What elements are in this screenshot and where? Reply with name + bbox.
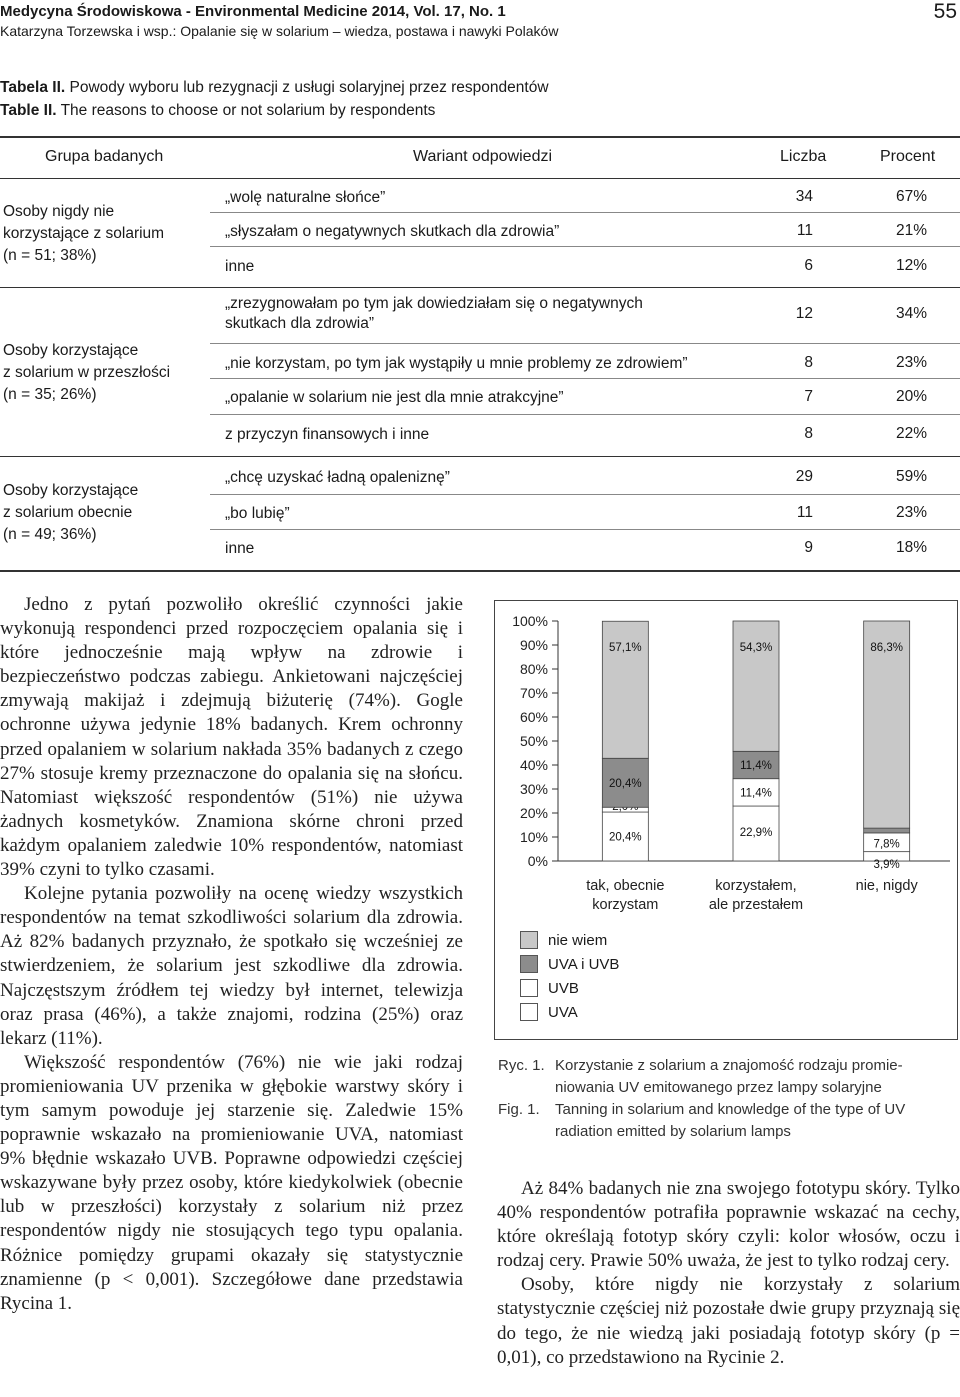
percent-cell: 12% (895, 257, 927, 274)
paragraph: Kolejne pytania pozwoliły na ocenę wiedzy wszystkich respondentów na temat szkodliwości solarium dla zdrowia. Aż 82% badanych przyznało, że spotkało się wcześniej ze stwierdzeniem, że solarium jest szkodliwe dla zdrowia. Najczęstszym źródłem tej wiedzy był internet, telewizja oraz prasa (46%), a także znajomi, rodzina (25%) oraz lekarz (11%). (0, 883, 463, 1049)
answer-cell: „chcę uzyskać ładną opaleniznę” (225, 469, 450, 486)
group-label-current: Osoby korzystające z solarium obecnie (n = 49; 36%) (3, 482, 139, 543)
bar-value-label: 11,4% (740, 787, 772, 800)
percent-cell: 34% (895, 305, 927, 322)
paragraph: Aż 84% badanych nie zna swojego fototypu skóry. Tylko 40% respondentów potrafiła poprawnie wskazać na cechy, które określają fototyp skóry czyli: kolor włosów, oczu i rodzaj cery. Prawie 50% uważa, że jest to tylko rodzaj cery. (497, 1178, 960, 1272)
legend-swatch (520, 955, 538, 973)
answer-cell: z przyczyn finansowych i inne (225, 426, 430, 443)
percent-cell: 59% (895, 468, 927, 485)
running-head: Katarzyna Torzewska i wsp.: Opalanie się w solarium – wiedza, postawa i nawyki Polaków (0, 23, 559, 39)
row-rule (210, 212, 960, 213)
y-tick-label: 50% (519, 733, 548, 749)
percent-cell: 23% (895, 354, 927, 371)
journal-title: Medycyna Środowiskowa - Environmental Medicine 2014, Vol. 17, No. 1 (0, 3, 506, 20)
legend-label: UVB (548, 979, 579, 997)
legend-swatch (520, 1003, 538, 1021)
y-tick-label: 80% (519, 661, 548, 677)
percent-cell: 18% (895, 539, 927, 556)
chart-legend (520, 928, 619, 1024)
legend-label: nie wiem (548, 931, 608, 949)
bar-value-label: 3,9% (873, 859, 900, 871)
count-cell: 9 (804, 539, 813, 556)
bar-segment (733, 621, 779, 751)
answer-cell: „nie korzystam, po tym jak wystąpiły u mnie problemy ze zdrowiem” (225, 355, 688, 372)
group-rule (0, 456, 960, 457)
right-column-text (497, 1177, 960, 1370)
y-tick-label: 70% (519, 685, 548, 701)
count-cell: 29 (795, 468, 813, 485)
left-column-text (0, 593, 463, 1316)
th-percent: Procent (880, 148, 936, 165)
th-answer: Wariant odpowiedzi (413, 148, 553, 165)
y-tick-label: 60% (519, 709, 548, 725)
count-cell: 6 (804, 257, 813, 274)
y-tick-label: 10% (519, 829, 548, 845)
count-cell: 11 (796, 504, 813, 521)
answer-cell: „opalanie w solarium nie jest dla mnie atrakcyjne” (225, 389, 564, 406)
percent-cell: 20% (895, 388, 927, 405)
answer-cell: inne (225, 258, 255, 275)
x-category-label: tak, obecnie (586, 878, 665, 894)
answer-cell: „słyszałam o negatywnych skutkach dla zdrowia” (225, 223, 560, 240)
count-cell: 7 (804, 388, 813, 405)
table-header-rule (0, 178, 960, 179)
bar-value-label: 20,4% (609, 831, 642, 844)
y-tick-label: 90% (519, 637, 548, 653)
percent-cell: 67% (895, 188, 927, 205)
table-caption-pl: Tabela II. Powody wyboru lub rezygnacji z usługi solaryjnej przez respondentów (0, 79, 549, 96)
th-count: Liczba (780, 148, 827, 165)
x-category-label: korzystam (592, 897, 659, 913)
x-category-label: ale przestałem (708, 897, 804, 913)
count-cell: 34 (795, 188, 813, 205)
paragraph: Większość respondentów (76%) nie wie jaki rodzaj promieniowania UV przenika w głębokie warstwy skóry i tym samym powoduje jej starzenie się. Zaledwie 15% poprawnie wskazało na promieniowanie UVA, natomiast 9% błędnie wskazało UVB. Poprawne odpowiedzi częściej wskazywane były przez osoby, które kiedykolwiek (obecnie lub w przeszłości) korzystały z solarium niż przez respondentów nigdy nie stosujących tego typu opalania. Różnice pomiędzy grupami okazały się statystycznie znamienne (p < 0,001). Szczegółowe dane przedstawia Rycina 1. (0, 1051, 463, 1314)
table-caption-en: Table II. The reasons to choose or not solarium by respondents (0, 102, 436, 119)
percent-cell: 23% (895, 504, 927, 521)
page-number: 55 (933, 0, 957, 23)
y-tick-label: 30% (519, 781, 548, 797)
group-label-past: Osoby korzystające z solarium w przeszłości (n = 35; 26%) (3, 342, 171, 403)
figure-caption: Ryc. 1. Korzystanie z solarium a znajomość rodzaju promie- niowania UV emitowanego przez lampy solaryjne Fig. 1. Tanning in solarium and knowledge of the type of UV radiation emitted by solarium lamps (498, 1057, 906, 1140)
x-category-label: korzystałem, (715, 878, 797, 894)
bar-value-label: 11,4% (740, 760, 772, 772)
group-label-never: Osoby nigdy nie korzystające z solarium (n = 51; 38%) (3, 203, 165, 264)
percent-cell: 21% (895, 222, 927, 239)
paragraph: Jedno z pytań pozwoliło określić czynności jakie wykonują respondenci przed rozpoczęciem opalania się i które jednocześnie mają wpływ na zdrowie i bezpieczeństwo podczas zabiegu. Ankietowani najczęściej zmywają makijaż i zdejmują biżuterię (74%). Gogle ochronne używa jedynie 18% badanych. Krem ochronny przed opalaniem w solarium nakłada 35% badanych z czego 27% stosuje kremy przeznaczone do opalania się na słońcu. Natomiast większość respondentów (51%) nie używa żadnych kosmetyków. Znamiona skórne chroni przed każdym opalaniem zaledwie 10% respondentów, natomiast 39% czyni to tylko czasami. (0, 594, 463, 881)
answer-cell: „wolę naturalne słońce” (225, 189, 386, 206)
bar-value-label: 7,8% (873, 838, 900, 851)
row-rule (210, 494, 960, 495)
y-tick-label: 0% (527, 853, 548, 869)
y-tick-label: 20% (519, 805, 548, 821)
row-rule (210, 529, 960, 530)
x-category-label: nie, nigdy (855, 878, 918, 894)
bar-value-label: 86,3% (870, 642, 903, 654)
row-rule (210, 343, 960, 344)
bar-segment (864, 828, 910, 833)
group-rule (0, 287, 960, 288)
answer-cell: „bo lubię” (225, 505, 290, 522)
count-cell: 8 (804, 354, 813, 371)
legend-label: UVA i UVB (548, 955, 620, 973)
legend-swatch (520, 979, 538, 997)
bar-value-label: 57,1% (609, 642, 642, 655)
table-bottom-rule (0, 570, 960, 572)
answer-cell: inne (225, 540, 255, 557)
count-cell: 12 (795, 305, 813, 322)
y-tick-label: 40% (519, 757, 548, 773)
row-rule (210, 378, 960, 379)
legend-swatch (520, 931, 538, 949)
count-cell: 11 (796, 222, 813, 239)
bar-value-label: 22,9% (739, 827, 773, 840)
legend-label: UVA (548, 1003, 578, 1021)
th-group: Grupa badanych (45, 148, 164, 165)
row-rule (210, 414, 960, 415)
answer-cell: „zrezygnowałam po tym jak dowiedziałam się o negatywnych skutkach dla zdrowia” (225, 295, 643, 332)
y-tick-label: 100% (512, 613, 548, 629)
bar-value-label: 20,4% (609, 777, 642, 790)
table-top-rule (0, 136, 960, 138)
percent-cell: 22% (895, 425, 927, 442)
paragraph: Osoby, które nigdy nie korzystały z solarium statystycznie częściej niż pozostałe dwie grupy przyznają się do tego, że nie wiedzą jaki posiadają fototyp skóry (p = 0,01), co przedstawiono na Rycinie 2. (497, 1274, 960, 1368)
bar-value-label: 54,3% (739, 642, 773, 654)
row-rule (210, 246, 960, 247)
count-cell: 8 (804, 425, 813, 442)
